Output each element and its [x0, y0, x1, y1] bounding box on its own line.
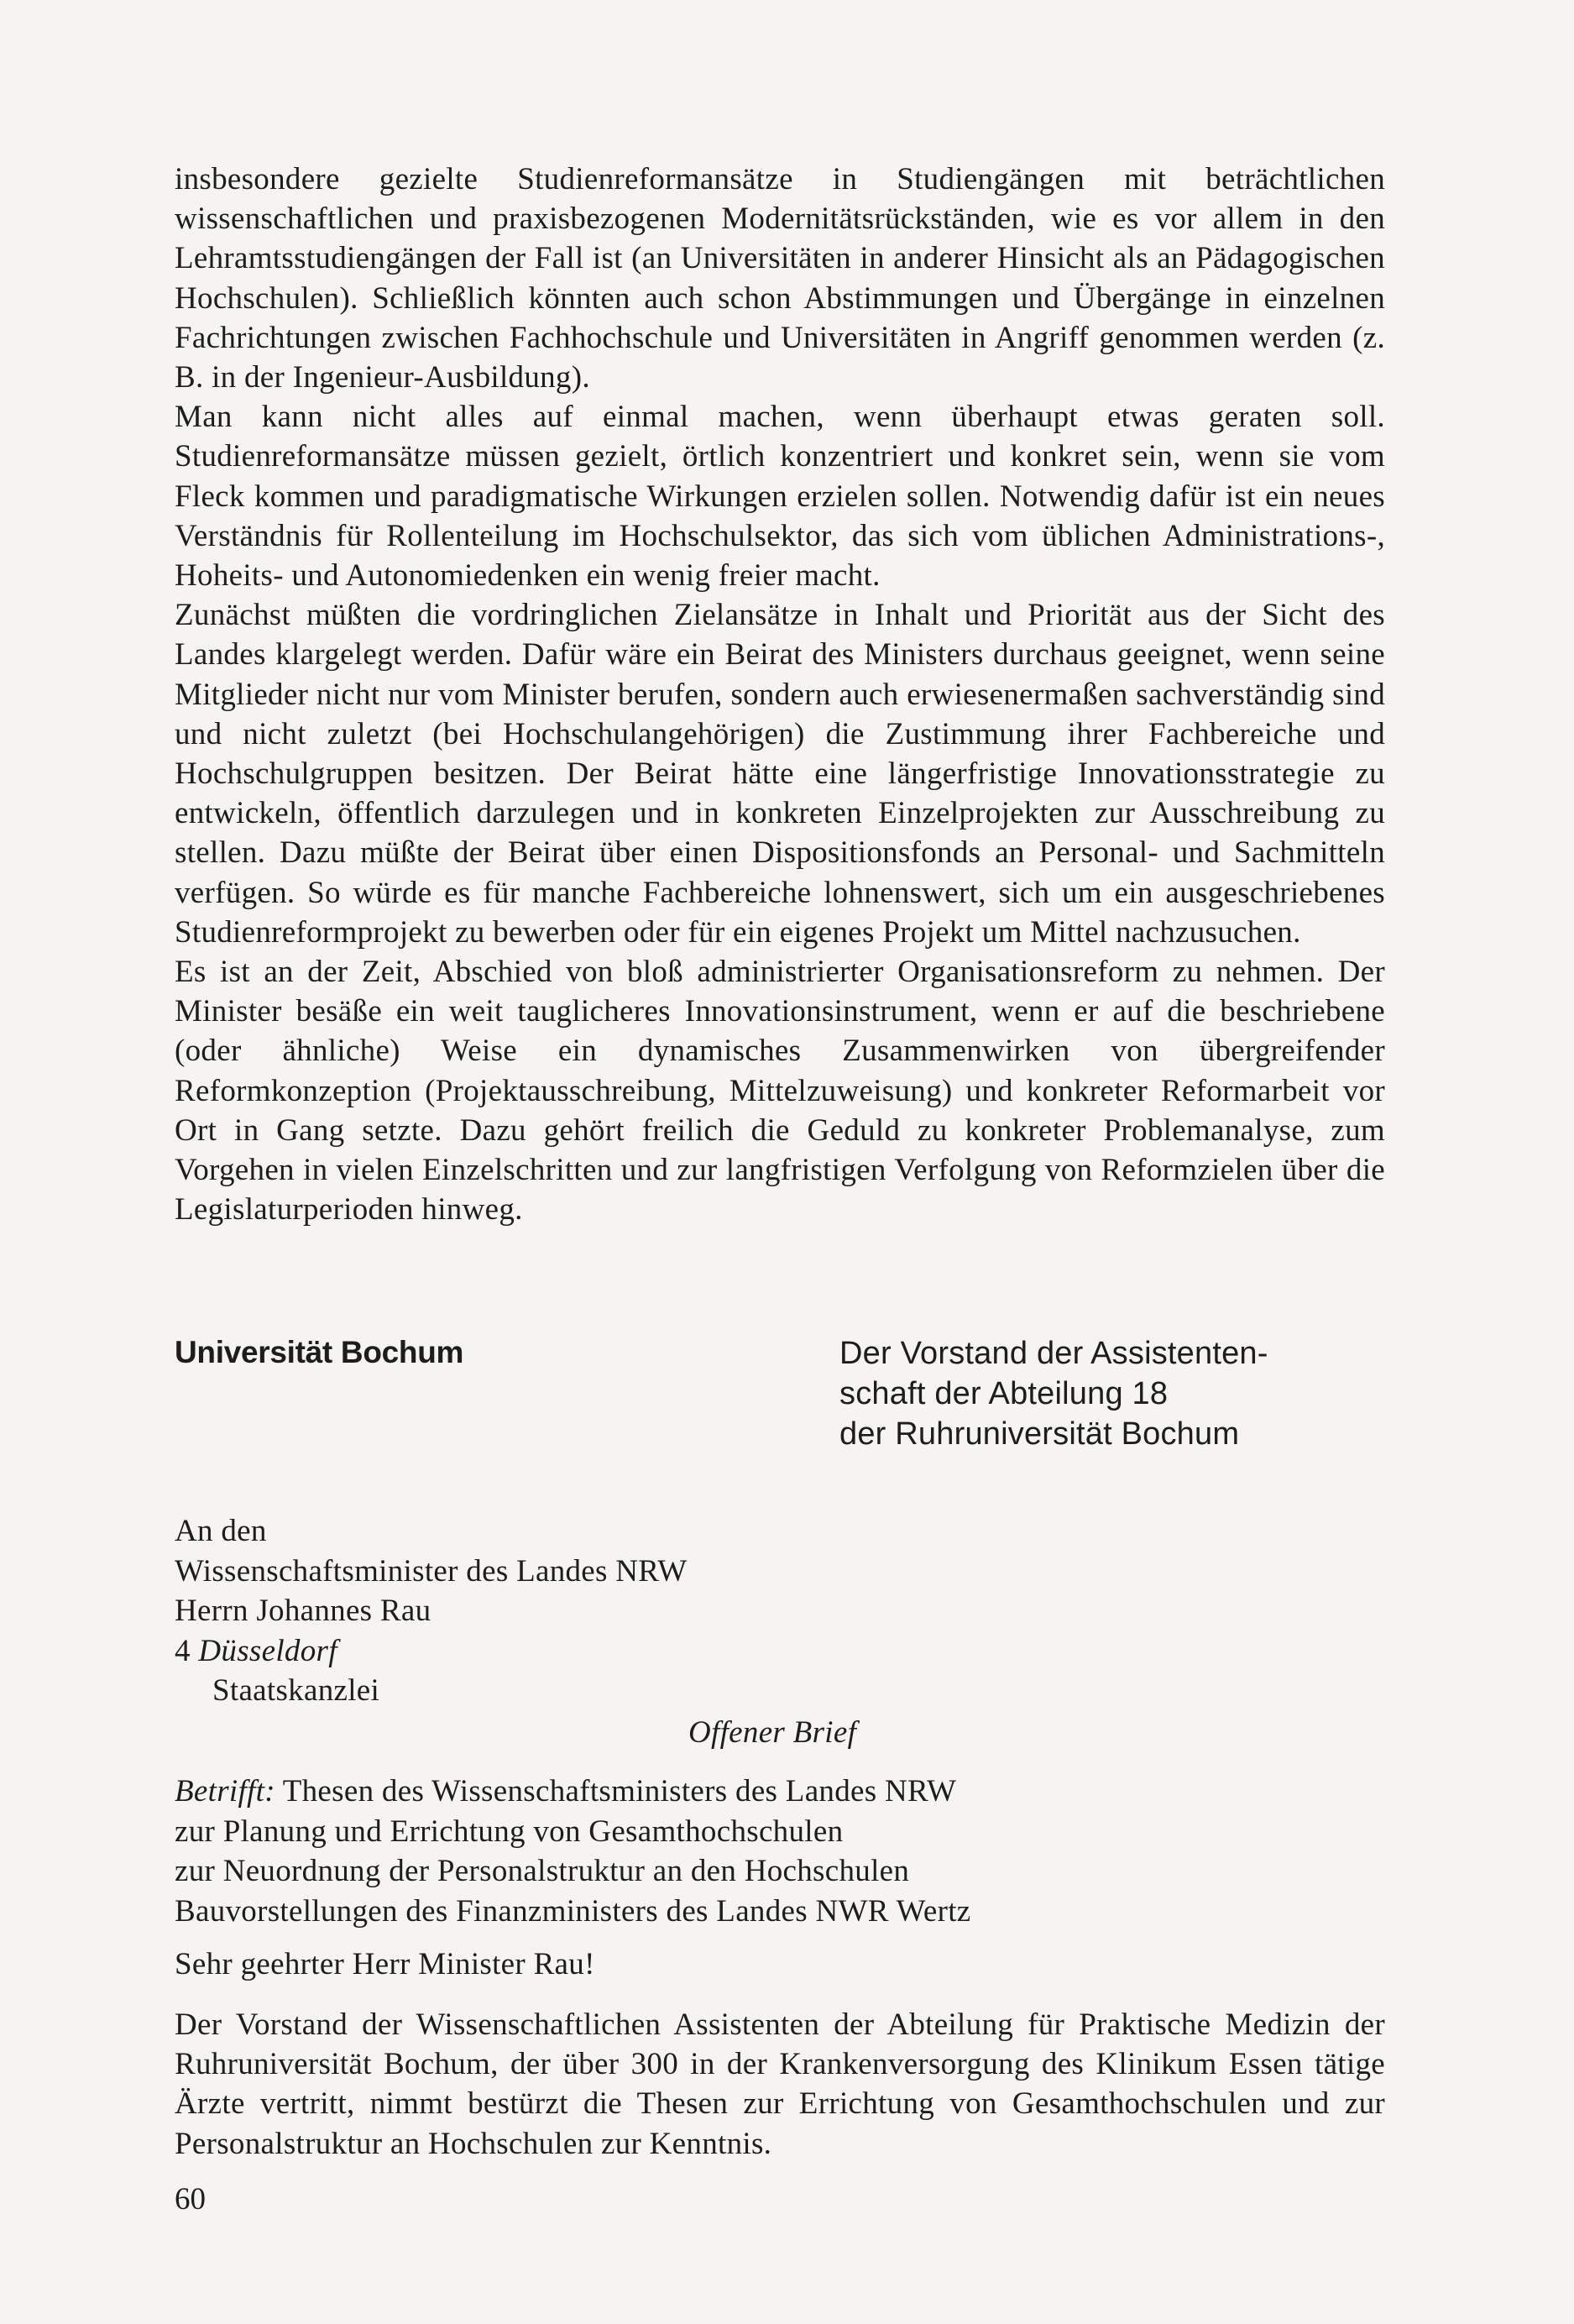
address-city-line [175, 1631, 1385, 1672]
address-line-3: Herrn Johannes Rau [175, 1594, 431, 1628]
address-line-2: Wissenschaftsminister des Landes NRW [175, 1553, 688, 1589]
intro-text-block [175, 160, 1385, 1229]
intro-paragraph-3: Zunächst müßten die vordringlichen Zielansätze in Inhalt und Priorität aus der Sicht des Landes klargelegt werden. Dafür wäre ein Beirat des Ministers durchaus geeignet, wenn seine Mitglieder nicht nur vom Minister berufen, sondern auch erwiesenermaßen sachverständig sind und nicht zuletzt (bei Hochschulangehörigen) die Zustimmung ihrer Fachbereiche und Hochschulgruppen besitzen. Der Beirat hätte eine längerfristige Innovationsstrategie zu entwickeln, öffentlich darzulegen und in konkreten Einzelprojekten zur Ausschreibung zu stellen. Dazu müßte der Beirat über einen Dispositionsfonds an Personal- und Sachmitteln verfügen. So würde es für manche Fachbereiche lohnenswert, sich um ein ausgeschriebenes Studienreformprojekt zu bewerben oder für ein eigenes Projekt um Mittel nachzusuchen. [175, 598, 1385, 950]
recipient-address [175, 1511, 1385, 1711]
letter-text-block [175, 2005, 1385, 2164]
subject-line-4: Bauvorstellungen des Finanzministers des Landes NWR Wertz [175, 1893, 971, 1929]
sender-line-1: Der Vorstand der Assistenten- [839, 1336, 1268, 1371]
address-city: Düsseldorf [198, 1633, 337, 1668]
salutation: Sehr geehrter Herr Minister Rau! [175, 1947, 595, 1981]
address-line-1: An den [175, 1514, 267, 1548]
subject-text-1: Thesen des Wissenschaftsministers des Landes NRW [282, 1774, 957, 1808]
subject-label: Betrifft: [175, 1774, 275, 1808]
subject-line-3: zur Neuordnung der Personalstruktur an den Hochschulen [175, 1854, 910, 1888]
subject-line-2: zur Planung und Errichtung von Gesamthochschulen [175, 1814, 844, 1849]
sender-line-2: schaft der Abteilung 18 [839, 1376, 1169, 1411]
letter-title: Offener Brief [688, 1715, 857, 1750]
address-postal-code: 4 [175, 1633, 191, 1668]
intro-paragraph-4: Es ist an der Zeit, Abschied von bloß administrierter Organisationsreform zu nehmen. Der Minister besäße ein weit tauglicheres Innovationsinstrument, wenn er auf die beschriebene (oder ähnliche) Weise ein dynamisches Zusammenwirken von übergreifender Reformkonzeption (Projektausschreibung, Mittelzuweisung) und konkreter Reformarbeit vor Ort in Gang setzte. Dazu gehört freilich die Geduld zu konkreter Problemanalyse, zum Vorgehen in vielen Einzelschritten und zur langfristigen Verfolgung von Reformzielen über die Legislaturperioden hinweg. [175, 955, 1385, 1227]
page-number: 60 [175, 2182, 206, 2217]
subject-line-1 [175, 1772, 1385, 1812]
subject-block [175, 1772, 1385, 1931]
intro-paragraph-1: insbesondere gezielte Studienreformansätze in Studiengängen mit beträchtlichen wissenschaftlichen und praxisbezogenen Modernitätsrückständen, wie es vor allem in den Lehramtsstudiengängen der Fall ist (an Universitäten in anderer Hinsicht als an Pädagogischen Hochschulen). Schließlich könnten auch schon Abstimmungen und Übergänge in einzelnen Fachrichtungen zwischen Fachhochschule und Universitäten in Angriff genommen werden (z. B. in der Ingenieur-Ausbildung). [175, 162, 1385, 395]
sender-line-3: der Ruhruniversität Bochum [839, 1416, 1240, 1452]
section-heading-sender [839, 1333, 1394, 1454]
letter-paragraph: Der Vorstand der Wissenschaftlichen Assistenten der Abteilung für Praktische Medizin der Ruhruniversität Bochum, der über 300 in der Krankenversorgung des Klinikum Essen tätige Ärzte vertritt, nimmt bestürzt die Thesen zur Errichtung von Gesamthochschulen und zur Personalstruktur an Hochschulen zur Kenntnis. [175, 2007, 1385, 2161]
intro-paragraph-2: Man kann nicht alles auf einmal machen, wenn überhaupt etwas geraten soll. Studienreformansätze müssen gezielt, örtlich konzentriert und konkret sein, wenn sie vom Fleck kommen und paradigmatische Wirkungen erzielen sollen. Notwendig dafür ist ein neues Verständnis für Rollenteilung im Hochschulsektor, das sich vom üblichen Administrations-, Hoheits- und Autonomiedenken ein wenig freier macht. [175, 400, 1385, 594]
section-heading-university: Universität Bochum [175, 1335, 464, 1369]
address-office: Staatskanzlei [212, 1673, 380, 1708]
